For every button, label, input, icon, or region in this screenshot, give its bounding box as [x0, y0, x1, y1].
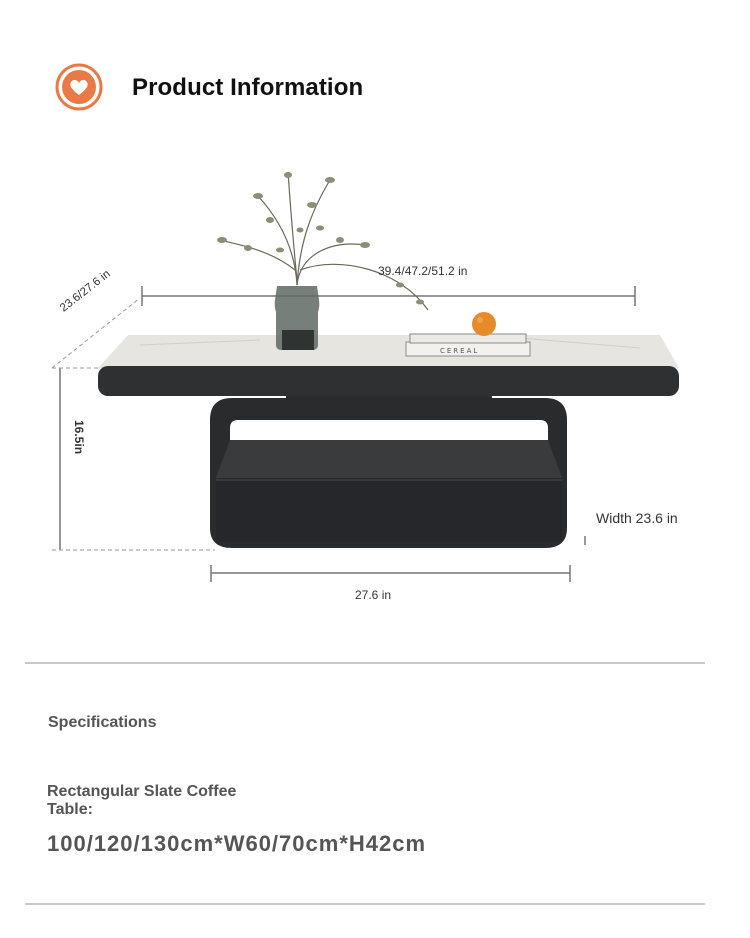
table-top — [98, 335, 679, 396]
page-title: Product Information — [132, 74, 364, 101]
specifications-heading: Specifications — [48, 714, 157, 731]
product-name: Rectangular Slate Coffee Table: — [47, 783, 237, 818]
divider — [25, 662, 705, 664]
divider — [25, 903, 705, 905]
heart-icon — [54, 62, 104, 112]
product-illustration — [0, 150, 750, 620]
width-note-label: Width 23.6 in — [596, 510, 678, 526]
vase-plant — [217, 172, 428, 350]
depth-label: 23.6/27.6 in — [58, 267, 113, 315]
svg-text:CEREAL: CEREAL — [440, 347, 480, 355]
table-base — [210, 393, 567, 548]
orange — [472, 312, 496, 336]
height-label: 16.5in — [72, 420, 86, 455]
top-width-label: 39.4/47.2/51.2 in — [378, 264, 468, 278]
base-width-dimension-line — [211, 565, 570, 582]
product-size: 100/120/130cm*W60/70cm*H42cm — [47, 831, 427, 856]
top-width-dimension-line — [142, 286, 635, 306]
books — [406, 334, 530, 356]
base-width-label: 27.6 in — [355, 588, 392, 602]
